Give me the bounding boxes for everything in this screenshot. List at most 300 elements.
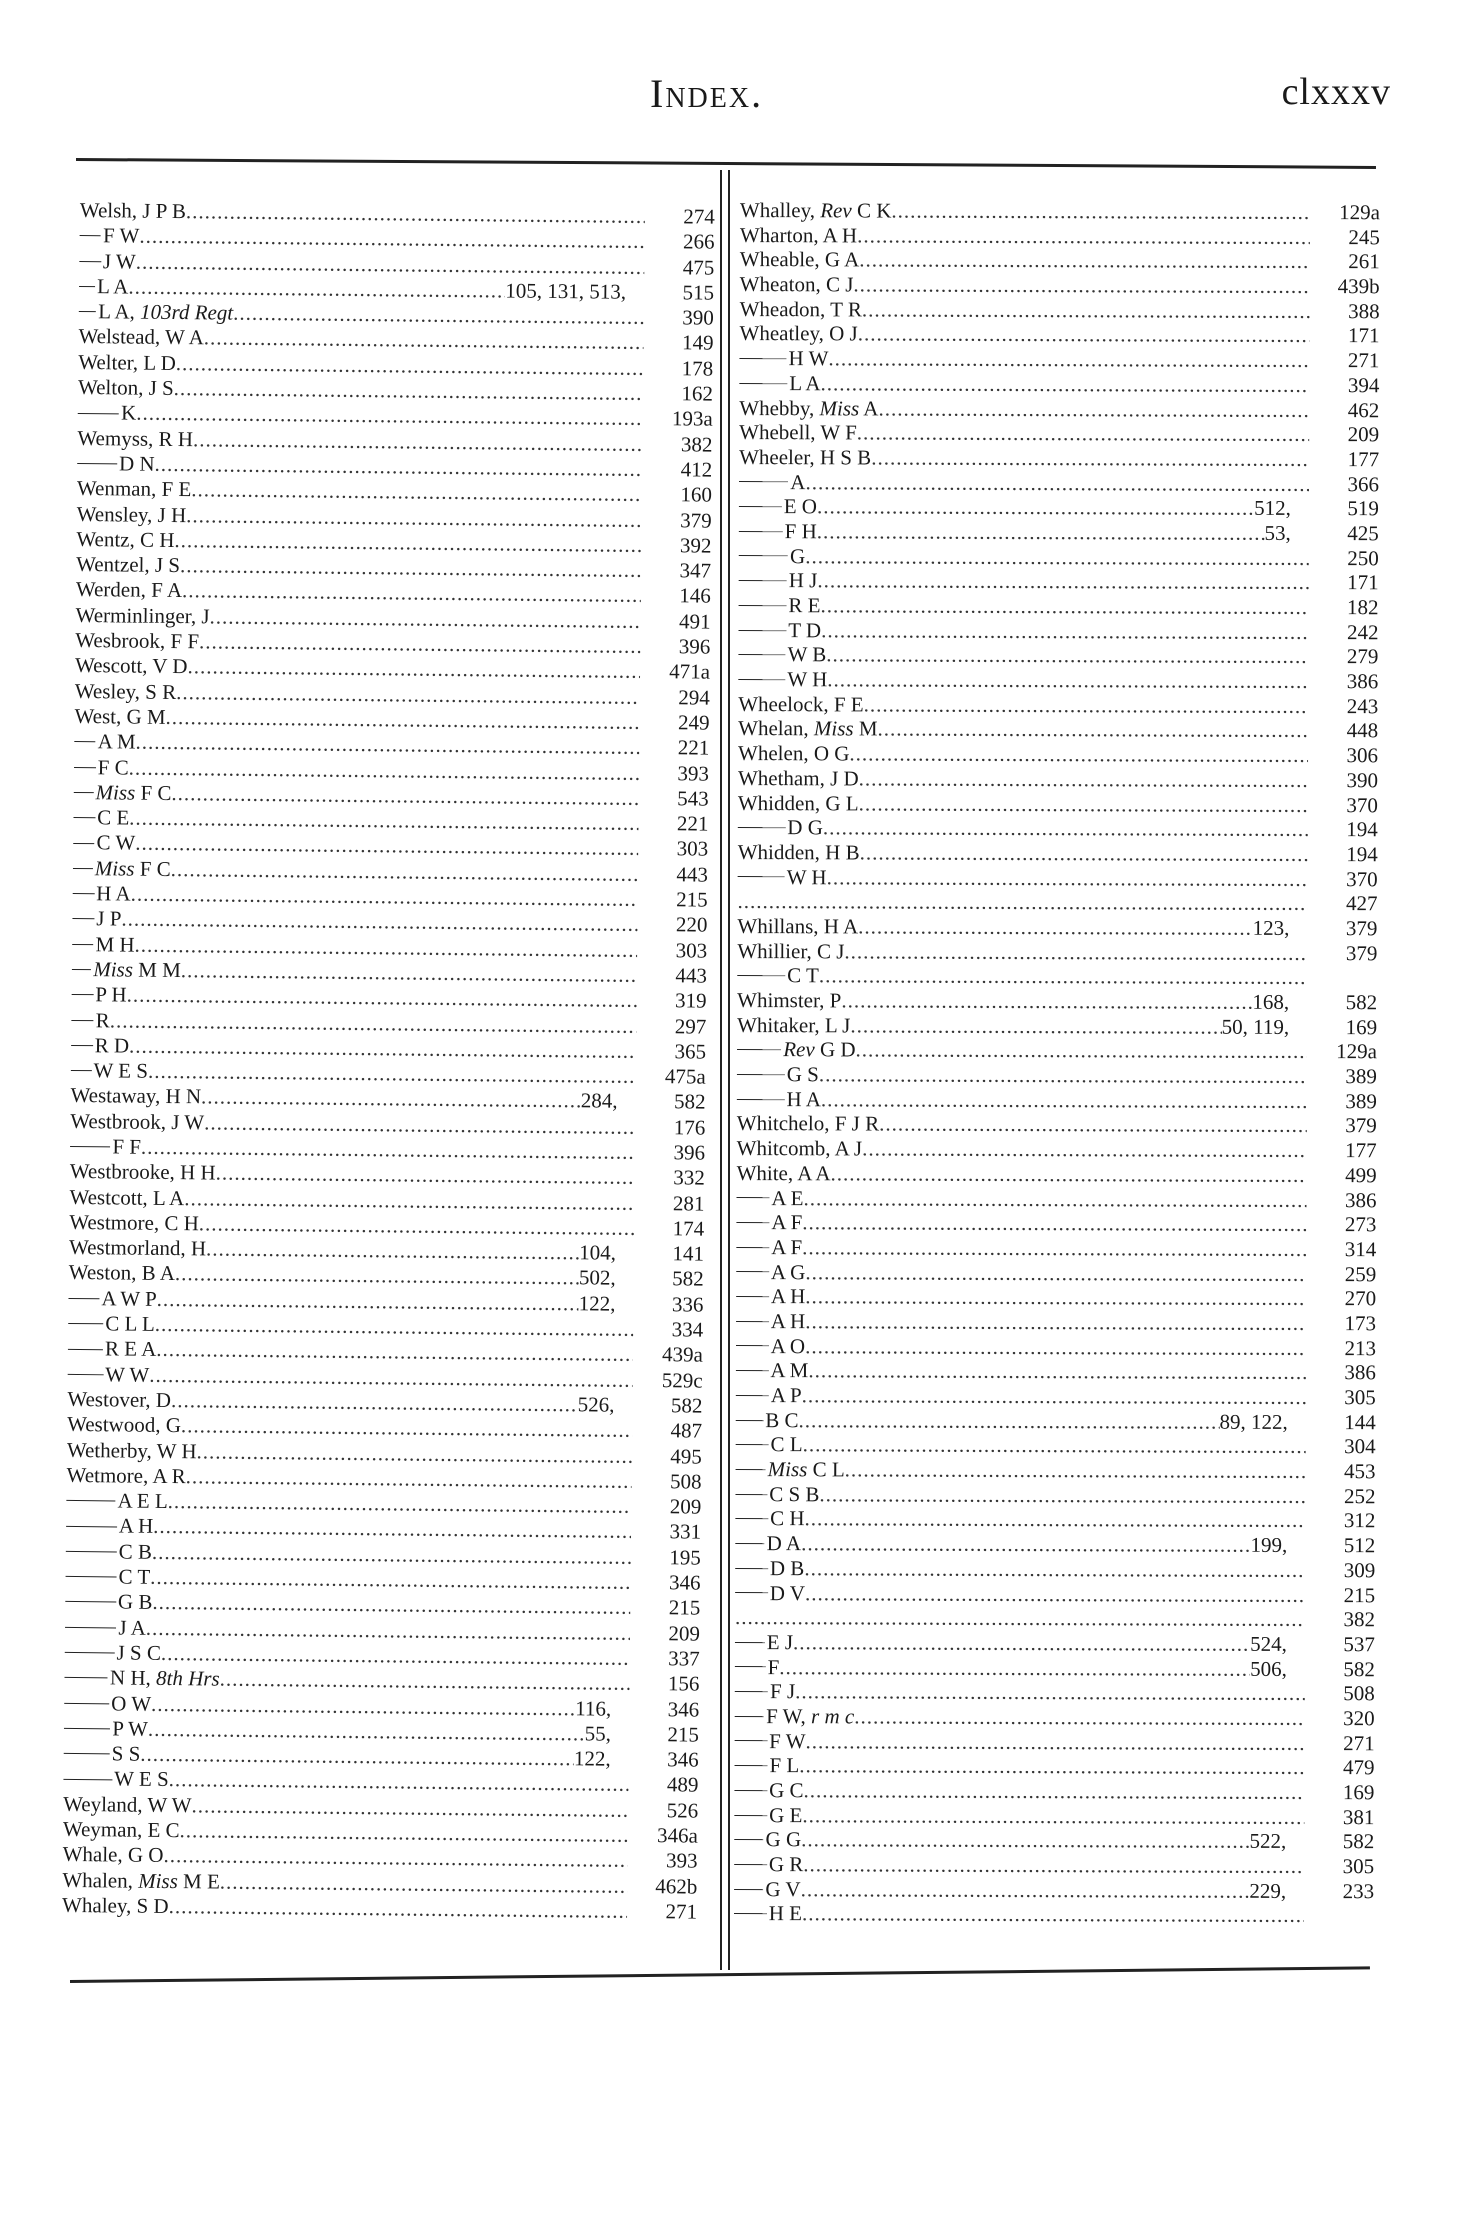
entry-name: A W P	[101, 1286, 157, 1311]
entry-page: 487	[670, 1418, 703, 1443]
entry-page: 370	[1346, 792, 1378, 817]
entry-page: 215	[668, 1595, 701, 1620]
entry-name: Whillier, C J	[737, 938, 845, 963]
entry-name: D G	[787, 815, 823, 840]
entry-page: 141	[672, 1241, 705, 1266]
index-entry	[737, 1161, 1377, 1188]
entry-page: 233	[1342, 1878, 1375, 1903]
column-divider	[720, 170, 730, 1970]
entry-page: 320	[1343, 1706, 1375, 1731]
entry-page: 305	[1344, 1385, 1376, 1410]
entry-page: 215	[667, 1722, 700, 1747]
index-entry	[735, 1605, 1375, 1632]
leader-dots	[805, 1309, 1306, 1336]
entry-name: G	[790, 543, 806, 568]
entry-name: Miss M M	[93, 957, 181, 983]
entry-name: A F	[771, 1234, 803, 1260]
entry-name: F	[767, 1654, 780, 1679]
entry-name: P H	[95, 982, 127, 1007]
entry-extra-pages: 123,	[1252, 915, 1290, 940]
leader-dots	[801, 1828, 1249, 1855]
entry-page: 261	[1348, 249, 1380, 274]
ditto-dash	[65, 1652, 115, 1654]
entry-page: 250	[1347, 545, 1379, 570]
ditto-dash	[739, 580, 787, 581]
ditto-dash	[74, 792, 94, 793]
index-entry	[736, 1309, 1376, 1336]
entry-name: Westcott, L A	[69, 1184, 185, 1210]
leader-dots	[878, 396, 1309, 423]
index-entry	[739, 395, 1379, 422]
entry-page: 439b	[1337, 274, 1380, 299]
entry-page: 209	[669, 1494, 702, 1519]
entry-name: B C	[765, 1407, 799, 1432]
left-column	[62, 198, 715, 1925]
entry-extra-pages: 506,	[1250, 1656, 1287, 1681]
ditto-dash	[64, 1703, 109, 1704]
entry-page: 381	[1342, 1804, 1375, 1829]
entry-name: S S	[111, 1741, 141, 1766]
index-entry	[739, 321, 1379, 348]
leader-dots	[854, 1704, 1305, 1731]
ditto-dash	[739, 481, 788, 482]
entry-name: Welstead, W A	[78, 324, 204, 350]
entry-name: Wheable, G A	[739, 247, 860, 272]
leader-dots	[804, 1556, 1305, 1583]
entry-page: 221	[677, 735, 710, 760]
entry-page: 249	[677, 710, 710, 735]
entry-name: Westwood, G	[67, 1412, 182, 1438]
entry-page: 129a	[1336, 1039, 1378, 1064]
entry-name: G E	[769, 1802, 803, 1827]
ditto-dash	[739, 506, 782, 507]
leader-dots	[799, 1754, 1304, 1781]
index-entry	[737, 963, 1377, 990]
ditto-dash	[66, 1576, 117, 1578]
entry-page: 390	[682, 305, 714, 330]
ditto-dash	[66, 1500, 115, 1502]
entry-name: Werden, F A	[75, 577, 183, 603]
ditto-dash	[72, 944, 93, 945]
entry-name: Westover, D	[67, 1386, 172, 1412]
entry-extra-pages: 122,	[578, 1291, 616, 1316]
entry-name: Miss F C	[95, 780, 172, 805]
leader-dots	[803, 1433, 1306, 1460]
entry-extra-pages: 122,	[573, 1746, 611, 1771]
entry-page: 425	[1347, 521, 1379, 546]
ditto-dash	[736, 1247, 769, 1248]
entry-page: 475	[682, 254, 715, 280]
entry-page: 149	[681, 330, 714, 356]
entry-page: 393	[665, 1848, 698, 1873]
entry-name: Whelan, Miss M	[738, 716, 878, 741]
entry-page: 177	[1347, 446, 1380, 472]
entry-extra-pages: 104,	[579, 1240, 617, 1265]
ditto-dash	[736, 1222, 769, 1223]
entry-name: Whalley, Rev C K	[739, 198, 892, 223]
ditto-dash	[739, 383, 787, 384]
entry-name: N H, 8th Hrs	[109, 1665, 220, 1691]
leader-dots	[233, 301, 644, 330]
index-entry	[739, 519, 1379, 546]
entry-name: R E	[788, 593, 821, 618]
entry-page: 193a	[671, 406, 713, 432]
index-entry	[738, 889, 1378, 916]
index-entry	[740, 247, 1380, 274]
ditto-dash	[71, 1020, 93, 1021]
entry-page: 271	[1343, 1730, 1375, 1755]
entry-page: 582	[673, 1089, 706, 1114]
leader-dots	[891, 199, 1310, 225]
entry-page: 274	[683, 204, 715, 229]
entry-page: 453	[1344, 1459, 1376, 1484]
page-header	[0, 70, 1483, 130]
index-entry	[734, 1901, 1374, 1928]
entry-page: 582	[1342, 1829, 1375, 1854]
entry-page: 245	[1348, 224, 1380, 249]
entry-page: 427	[1345, 891, 1378, 916]
entry-page: 270	[1344, 1286, 1377, 1311]
entry-name: Wheelock, F E	[738, 691, 864, 717]
entry-page: 382	[1343, 1607, 1376, 1632]
index-entry	[738, 865, 1378, 892]
entry-page: 334	[671, 1317, 704, 1342]
ditto-dash	[68, 1323, 103, 1324]
entry-page: 379	[1345, 940, 1378, 965]
entry-name: Whidden, H B	[737, 839, 860, 865]
entry-page: 529c	[661, 1367, 703, 1393]
entry-name: Whitaker, L J	[737, 1012, 851, 1038]
index-entry	[734, 1803, 1374, 1830]
leader-dots	[845, 1457, 1306, 1484]
right-column	[734, 198, 1380, 1928]
entry-page: 471a	[669, 659, 711, 684]
leader-dots	[802, 1803, 1304, 1830]
entry-name: Westbrook, J W	[70, 1108, 205, 1135]
leader-dots	[798, 1408, 1219, 1434]
entry-page: 582	[1343, 1656, 1375, 1681]
index-entry	[738, 667, 1378, 694]
entry-name: A H	[118, 1513, 154, 1539]
entry-page: 512	[1343, 1533, 1376, 1558]
entry-page: 303	[675, 937, 708, 963]
leader-dots	[175, 1262, 579, 1291]
entry-name: P W	[112, 1716, 149, 1741]
entry-extra-pages: 105, 131, 513,	[505, 278, 627, 304]
index-entry	[735, 1531, 1375, 1558]
entry-page: 347	[679, 558, 712, 583]
index-entry	[736, 1408, 1376, 1435]
index-entry	[740, 198, 1380, 225]
entry-page: 526	[666, 1797, 699, 1823]
ditto-dash	[735, 1642, 765, 1643]
leader-dots	[858, 322, 1310, 349]
leader-dots	[827, 667, 1308, 694]
index-entry	[735, 1630, 1375, 1657]
index-entry	[737, 1037, 1377, 1064]
entry-name: C H	[770, 1506, 805, 1531]
entry-page: 332	[673, 1165, 705, 1190]
index-entry	[736, 1284, 1376, 1311]
entry-page: 388	[1348, 298, 1380, 323]
entry-page: 462b	[655, 1873, 698, 1899]
entry-name: A E L	[117, 1488, 168, 1514]
entry-name: C L L	[105, 1311, 155, 1336]
entry-page: 443	[676, 862, 709, 887]
entry-page: 146	[679, 583, 711, 609]
leader-dots	[853, 272, 1309, 299]
entry-name: C E	[97, 805, 130, 830]
ditto-dash	[736, 1444, 769, 1445]
entry-page: 215	[676, 887, 708, 912]
ditto-dash	[73, 843, 94, 844]
entry-page: 390	[1346, 767, 1379, 793]
entry-page: 195	[669, 1544, 701, 1570]
leader-dots	[801, 1531, 1251, 1558]
entry-name: D N	[118, 451, 155, 476]
entry-page: 543	[677, 786, 709, 811]
entry-extra-pages: 502,	[578, 1265, 616, 1291]
index-entry	[739, 445, 1379, 472]
entry-page: 312	[1343, 1508, 1376, 1533]
entry-name: Wheatley, O J	[739, 321, 858, 346]
entry-name: Wheaton, C J	[739, 272, 854, 297]
index-entry	[735, 1704, 1375, 1731]
entry-name: E J	[766, 1629, 794, 1655]
entry-page: 365	[674, 1039, 707, 1064]
leader-dots	[802, 1235, 1306, 1262]
ditto-dash	[71, 1070, 92, 1071]
entry-name: C W	[96, 830, 136, 856]
entry-name: Westmore, C H	[69, 1209, 199, 1236]
index-entry	[737, 1111, 1377, 1138]
entry-page: 176	[673, 1114, 706, 1140]
leader-dots	[805, 1334, 1306, 1361]
entry-page: 337	[668, 1646, 700, 1671]
entry-page: 519	[1347, 496, 1379, 521]
entry-page: 462	[1347, 397, 1380, 422]
entry-page: 182	[1347, 595, 1379, 620]
entry-page: 346	[667, 1747, 699, 1772]
leader-dots	[802, 1383, 1306, 1410]
leader-dots	[844, 939, 1307, 966]
index-entry	[737, 1013, 1377, 1040]
leader-dots	[805, 544, 1309, 571]
index-entry	[734, 1852, 1374, 1879]
entry-name: L A	[96, 274, 129, 299]
index-entry	[734, 1877, 1374, 1904]
index-entry	[737, 1136, 1377, 1163]
entry-page: 144	[1344, 1409, 1376, 1434]
entry-page: 194	[1346, 841, 1378, 867]
entry-name: R	[95, 1007, 110, 1032]
leader-dots	[857, 223, 1310, 250]
entry-page: 294	[678, 684, 710, 710]
entry-name: F F	[112, 1134, 142, 1159]
page-number: clxxxv	[1281, 71, 1391, 113]
entry-name: Whimster, P	[737, 987, 842, 1013]
ditto-dash	[736, 1296, 769, 1297]
ditto-dash	[79, 311, 96, 312]
entry-page: 331	[669, 1519, 702, 1545]
entry-name: Whalen, Miss M E	[62, 1867, 220, 1894]
leader-dots	[820, 593, 1308, 620]
entry-page: 242	[1346, 619, 1379, 644]
entry-page: 389	[1345, 1088, 1377, 1113]
entry-page: 271	[1347, 348, 1380, 373]
ditto-dash	[68, 1348, 103, 1349]
entry-name: Wetherby, W H	[66, 1437, 197, 1463]
entry-page: 346	[668, 1570, 701, 1595]
index-entry	[737, 1087, 1377, 1114]
entry-name: Wentzel, J S	[76, 552, 181, 578]
entry-name: Wheadon, T R	[739, 296, 862, 322]
ditto-dash	[737, 975, 785, 976]
index-entry	[734, 1827, 1374, 1854]
entry-page: 386	[1344, 1360, 1376, 1385]
entry-page: 169	[1342, 1780, 1375, 1805]
ditto-dash	[79, 286, 95, 287]
entry-name: A E	[771, 1185, 804, 1210]
entry-name: C L	[770, 1432, 803, 1457]
leader-dots	[819, 1482, 1305, 1509]
entry-page: 173	[1344, 1311, 1377, 1336]
ditto-dash	[66, 1526, 117, 1528]
leader-dots	[862, 297, 1310, 324]
entry-page: 279	[1346, 644, 1379, 669]
entry-extra-pages: 199,	[1250, 1532, 1288, 1558]
leader-dots	[823, 815, 1308, 842]
entry-name: Whale, G O	[62, 1842, 164, 1868]
entry-page: 582	[672, 1266, 704, 1292]
index-entry	[738, 790, 1378, 817]
entry-page: 495	[670, 1443, 702, 1469]
entry-page: 396	[678, 634, 711, 659]
leader-dots	[859, 791, 1308, 818]
entry-name: J S C	[116, 1640, 162, 1665]
entry-page: 259	[1344, 1261, 1377, 1286]
entry-name: Wharton, A H	[739, 222, 858, 248]
index-entry	[738, 766, 1378, 793]
leader-dots	[804, 1507, 1305, 1534]
index-entry	[736, 1457, 1376, 1484]
entry-name: W B	[787, 642, 827, 667]
leader-dots	[819, 964, 1308, 991]
entry-page: 379	[1345, 1113, 1377, 1138]
index-entry	[740, 297, 1380, 324]
ditto-dash	[737, 1197, 770, 1198]
leader-dots	[817, 495, 1254, 522]
entry-page: 412	[680, 457, 713, 482]
index-entry	[737, 914, 1377, 941]
entry-name: F H	[784, 519, 817, 544]
entry-name: Whidden, G L	[737, 790, 859, 815]
entry-name: Westaway, H N	[70, 1083, 202, 1109]
entry-name: Wentz, C H	[76, 526, 175, 552]
leader-dots	[779, 1655, 1250, 1682]
leader-dots	[128, 274, 505, 303]
entry-name: R E A	[104, 1336, 157, 1362]
leader-dots	[857, 421, 1309, 448]
ditto-dash	[72, 969, 91, 970]
entry-page: 177	[1345, 1138, 1377, 1163]
entry-name: Whillans, H A	[737, 913, 859, 939]
entry-name: G S	[786, 1062, 819, 1087]
entry-name: G B	[117, 1589, 153, 1615]
entry-page: 221	[676, 811, 709, 836]
entry-name: Wescott, V D	[74, 653, 188, 679]
leader-dots	[827, 865, 1308, 892]
ditto-dash	[737, 1049, 781, 1050]
entry-page: 491	[678, 609, 711, 634]
entry-page: 508	[1343, 1681, 1375, 1706]
leader-dots	[808, 1359, 1306, 1386]
index-entry	[737, 939, 1377, 966]
ditto-dash	[736, 1321, 769, 1322]
entry-extra-pages: 512,	[1254, 496, 1291, 521]
leader-dots	[803, 1852, 1304, 1879]
index-entry	[735, 1679, 1375, 1706]
entry-name: G V	[765, 1876, 801, 1901]
leader-dots	[206, 1237, 579, 1266]
index-entry	[738, 642, 1378, 669]
index-entry	[738, 840, 1378, 867]
entry-name: H W	[788, 346, 829, 371]
entry-page: 194	[1346, 817, 1378, 842]
entry-name: A F	[771, 1210, 803, 1235]
ditto-dash	[735, 1740, 768, 1741]
index-entry	[739, 346, 1379, 373]
leader-dots	[169, 1894, 628, 1924]
entry-name: C S B	[769, 1481, 820, 1507]
index-entry	[736, 1185, 1376, 1212]
leader-dots	[826, 643, 1308, 670]
leader-dots	[856, 1038, 1308, 1065]
entry-page: 174	[672, 1216, 705, 1241]
ditto-dash	[735, 1494, 767, 1495]
entry-page: 129a	[1339, 200, 1380, 225]
leader-dots	[802, 1210, 1306, 1237]
entry-name: F L	[769, 1753, 800, 1778]
entry-name: Miss F C	[94, 855, 171, 881]
entry-name: Welton, J S	[77, 375, 174, 401]
entry-page: 305	[1342, 1854, 1375, 1879]
entry-name: A M	[97, 729, 136, 754]
index-entry	[735, 1655, 1375, 1682]
entry-extra-pages: 116,	[575, 1695, 612, 1721]
entry-name: Wesley, S R	[74, 678, 177, 704]
entry-extra-pages: 284,	[580, 1088, 618, 1114]
leader-dots	[859, 248, 1310, 275]
ditto-dash	[734, 1839, 763, 1840]
entry-name: H J	[788, 568, 818, 593]
leader-dots	[841, 988, 1252, 1014]
entry-page: 266	[682, 229, 715, 254]
entry-name: Whetham, J D	[737, 765, 859, 791]
entry-page: 336	[671, 1292, 704, 1317]
leader-dots	[821, 371, 1310, 398]
entry-name: A H	[770, 1284, 806, 1309]
ditto-dash	[63, 1778, 112, 1780]
index-entry	[736, 1260, 1376, 1287]
entry-name: D A	[766, 1531, 802, 1556]
leader-dots	[864, 692, 1309, 719]
entry-name: Weyland, W W	[63, 1791, 192, 1817]
leader-dots	[804, 1778, 1305, 1805]
entry-extra-pages: 53,	[1264, 520, 1291, 545]
entry-page: 389	[1345, 1064, 1377, 1089]
leader-dots	[878, 717, 1309, 744]
